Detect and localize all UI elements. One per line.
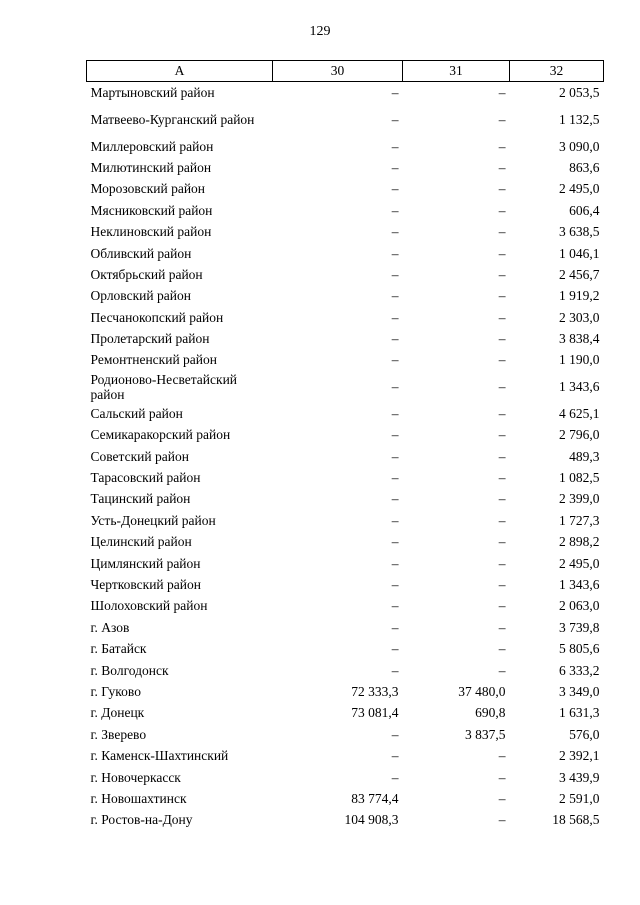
row-name: г. Новочеркасск [90, 769, 181, 785]
row-value-31: – [498, 662, 506, 678]
row-value-32: 1 631,3 [559, 705, 600, 721]
table-row [87, 510, 604, 531]
row-value-30: – [391, 491, 399, 507]
table-row [87, 200, 604, 221]
row-value-32: 1 082,5 [559, 470, 600, 486]
row-value-32: 2 303,0 [559, 309, 600, 325]
row-value-31: – [498, 598, 506, 614]
row-name: Шолоховский район [90, 598, 208, 614]
row-value-31: – [498, 85, 506, 101]
row-value-32: 2 495,0 [559, 181, 600, 197]
row-value-30: – [391, 598, 399, 614]
table-row [87, 617, 604, 638]
row-value-31: – [498, 790, 506, 806]
table-row [87, 264, 604, 285]
row-value-31: – [498, 309, 506, 325]
row-name: Октябрьский район [90, 266, 203, 282]
row-value-30: – [391, 619, 399, 635]
table-row [87, 157, 604, 178]
row-name: г. Зверево [90, 726, 147, 742]
row-value-30: – [391, 748, 399, 764]
row-value-31: – [498, 266, 506, 282]
table-row [87, 809, 604, 830]
row-value-30: – [391, 662, 399, 678]
row-name: г. Волгодонск [90, 662, 169, 678]
table-row [87, 82, 604, 104]
row-name: Ремонтненский район [90, 352, 217, 368]
row-name: Матвеево-Курганский район [90, 111, 255, 127]
row-name: г. Ростов-на-Дону [90, 812, 193, 828]
row-name: Родионово-Несветайский район [90, 371, 238, 402]
row-value-31: – [498, 138, 506, 154]
row-name: Сальский район [90, 405, 183, 421]
row-name: Чертковский район [90, 577, 201, 592]
table-body [87, 82, 604, 831]
row-value-32: 606,4 [569, 202, 600, 218]
row-value-31: – [498, 224, 506, 240]
row-value-30: – [391, 352, 399, 368]
row-value-32: 2 063,0 [559, 598, 600, 614]
row-value-32: 2 591,0 [559, 790, 600, 806]
row-value-32: 3 439,9 [559, 769, 600, 785]
row-value-31: – [498, 555, 506, 571]
row-name: Цимлянский район [90, 555, 201, 571]
row-value-30: – [391, 181, 399, 197]
row-value-30: – [391, 159, 399, 175]
row-name: Мартыновский район [90, 85, 215, 101]
row-value-30: – [391, 309, 399, 325]
row-name: Пролетарский район [90, 331, 210, 347]
row-value-32: 1 727,3 [559, 512, 600, 528]
column-header-31: 31 [403, 61, 510, 82]
table-row [87, 702, 604, 723]
table-row [87, 745, 604, 766]
table-row [87, 531, 604, 552]
row-value-30: – [391, 245, 399, 261]
table-row [87, 766, 604, 787]
column-header-30: 30 [273, 61, 403, 82]
row-value-31: – [498, 577, 506, 592]
row-value-31: – [498, 202, 506, 218]
row-value-31: – [498, 427, 506, 443]
row-value-32: 3 349,0 [559, 683, 600, 699]
table-row [87, 788, 604, 809]
row-name: Песчанокопский район [90, 309, 224, 325]
row-name: г. Гуково [90, 683, 141, 699]
row-name: Мясниковский район [90, 202, 213, 218]
row-value-30: – [391, 331, 399, 347]
row-value-30: – [391, 224, 399, 240]
row-value-31: – [498, 159, 506, 175]
row-name: Тарасовский район [90, 470, 201, 486]
column-header-a: А [87, 61, 273, 82]
row-value-30: – [391, 427, 399, 443]
table-row [87, 285, 604, 306]
column-header-32: 32 [510, 61, 604, 82]
row-value-31: – [498, 641, 506, 657]
row-value-31: – [498, 352, 506, 368]
row-value-31: – [498, 512, 506, 528]
row-value-32: 2 456,7 [559, 266, 600, 282]
row-value-32: 576,0 [569, 726, 600, 742]
table-row [87, 242, 604, 263]
row-value-32: 3 739,8 [559, 619, 600, 635]
row-value-30: – [391, 555, 399, 571]
row-value-31: – [498, 619, 506, 635]
row-value-32: 3 838,4 [559, 331, 600, 347]
row-value-32: 1 919,2 [559, 288, 600, 304]
row-value-31: – [498, 379, 506, 395]
row-value-30: – [391, 111, 399, 127]
row-name: Тацинский район [90, 491, 191, 507]
row-value-30: – [391, 379, 399, 395]
row-value-30: – [391, 138, 399, 154]
row-value-30: – [391, 641, 399, 657]
row-value-32: 6 333,2 [559, 662, 600, 678]
row-value-31: 690,8 [475, 705, 506, 721]
row-value-32: 489,3 [569, 448, 600, 464]
row-value-32: 5 805,6 [559, 641, 600, 657]
row-value-32: 3 638,5 [559, 224, 600, 240]
row-name: г. Новошахтинск [90, 790, 187, 806]
row-value-32: 1 046,1 [559, 245, 600, 261]
table-header [87, 61, 604, 82]
row-name: Семикаракорский район [90, 427, 231, 443]
row-value-31: – [498, 405, 506, 421]
row-value-30: – [391, 85, 399, 101]
row-value-32: 2 898,2 [559, 534, 600, 550]
table-row [87, 681, 604, 702]
row-value-32: 2 796,0 [559, 427, 600, 443]
row-name: Милютинский район [90, 159, 212, 175]
row-name: г. Донецк [90, 705, 145, 721]
table-row [87, 103, 604, 135]
row-value-30: 72 333,3 [351, 683, 399, 699]
row-value-32: 2 392,1 [559, 748, 600, 764]
table-row [87, 574, 604, 595]
row-value-32: 863,6 [569, 159, 600, 175]
row-value-32: 1 343,6 [559, 577, 600, 592]
row-value-32: 4 625,1 [559, 405, 600, 421]
row-name: Советский район [90, 448, 189, 464]
table-row [87, 638, 604, 659]
row-name: г. Каменск-Шахтинский [90, 748, 229, 764]
data-table [86, 60, 604, 831]
header-row [87, 61, 604, 82]
row-value-30: – [391, 577, 399, 592]
row-value-31: – [498, 470, 506, 486]
row-value-30: – [391, 202, 399, 218]
table-row [87, 135, 604, 156]
row-value-30: – [391, 405, 399, 421]
table-row [87, 595, 604, 616]
row-value-30: – [391, 534, 399, 550]
table-row [87, 445, 604, 466]
row-name: Морозовский район [90, 181, 206, 197]
row-value-31: – [498, 769, 506, 785]
table-row [87, 349, 604, 370]
row-value-31: – [498, 534, 506, 550]
row-value-32: 2 495,0 [559, 555, 600, 571]
table-row [87, 403, 604, 424]
table-row [87, 371, 604, 403]
row-value-31: – [498, 181, 506, 197]
row-value-31: – [498, 245, 506, 261]
row-value-30: 104 908,3 [344, 812, 399, 828]
row-value-31: – [498, 288, 506, 304]
table-row [87, 659, 604, 680]
row-value-30: – [391, 726, 399, 742]
row-value-31: – [498, 331, 506, 347]
table-row [87, 467, 604, 488]
row-name: Неклиновский район [90, 224, 212, 240]
table-row [87, 307, 604, 328]
table-row [87, 221, 604, 242]
row-value-31: – [498, 748, 506, 764]
row-name: Целинский район [90, 534, 192, 550]
row-value-30: – [391, 288, 399, 304]
row-name: Миллеровский район [90, 138, 214, 154]
table-row [87, 552, 604, 573]
row-value-32: 2 399,0 [559, 491, 600, 507]
row-value-30: – [391, 470, 399, 486]
row-value-32: 3 090,0 [559, 138, 600, 154]
table-row [87, 724, 604, 745]
row-value-31: – [498, 111, 506, 127]
table-row [87, 328, 604, 349]
row-value-30: – [391, 266, 399, 282]
row-name: г. Батайск [90, 641, 147, 657]
row-value-32: 1 190,0 [559, 352, 600, 368]
row-value-32: 18 568,5 [552, 812, 600, 828]
table-row [87, 178, 604, 199]
row-value-31: 37 480,0 [458, 683, 506, 699]
row-value-30: 83 774,4 [351, 790, 399, 806]
row-value-30: – [391, 448, 399, 464]
row-value-30: – [391, 512, 399, 528]
row-name: Усть-Донецкий район [90, 512, 216, 528]
table-row [87, 424, 604, 445]
row-name: г. Азов [90, 619, 130, 635]
row-value-32: 1 132,5 [559, 111, 600, 127]
row-value-31: – [498, 491, 506, 507]
row-value-32: 1 343,6 [559, 379, 600, 395]
row-value-31: 3 837,5 [465, 726, 506, 742]
row-value-30: – [391, 769, 399, 785]
row-name: Орловский район [90, 288, 191, 304]
row-value-31: – [498, 448, 506, 464]
page-number: 129 [309, 24, 331, 39]
row-value-31: – [498, 812, 506, 828]
row-value-30: 73 081,4 [351, 705, 399, 721]
table-row [87, 488, 604, 509]
row-value-32: 2 053,5 [559, 85, 600, 101]
row-name: Обливский район [90, 245, 192, 261]
